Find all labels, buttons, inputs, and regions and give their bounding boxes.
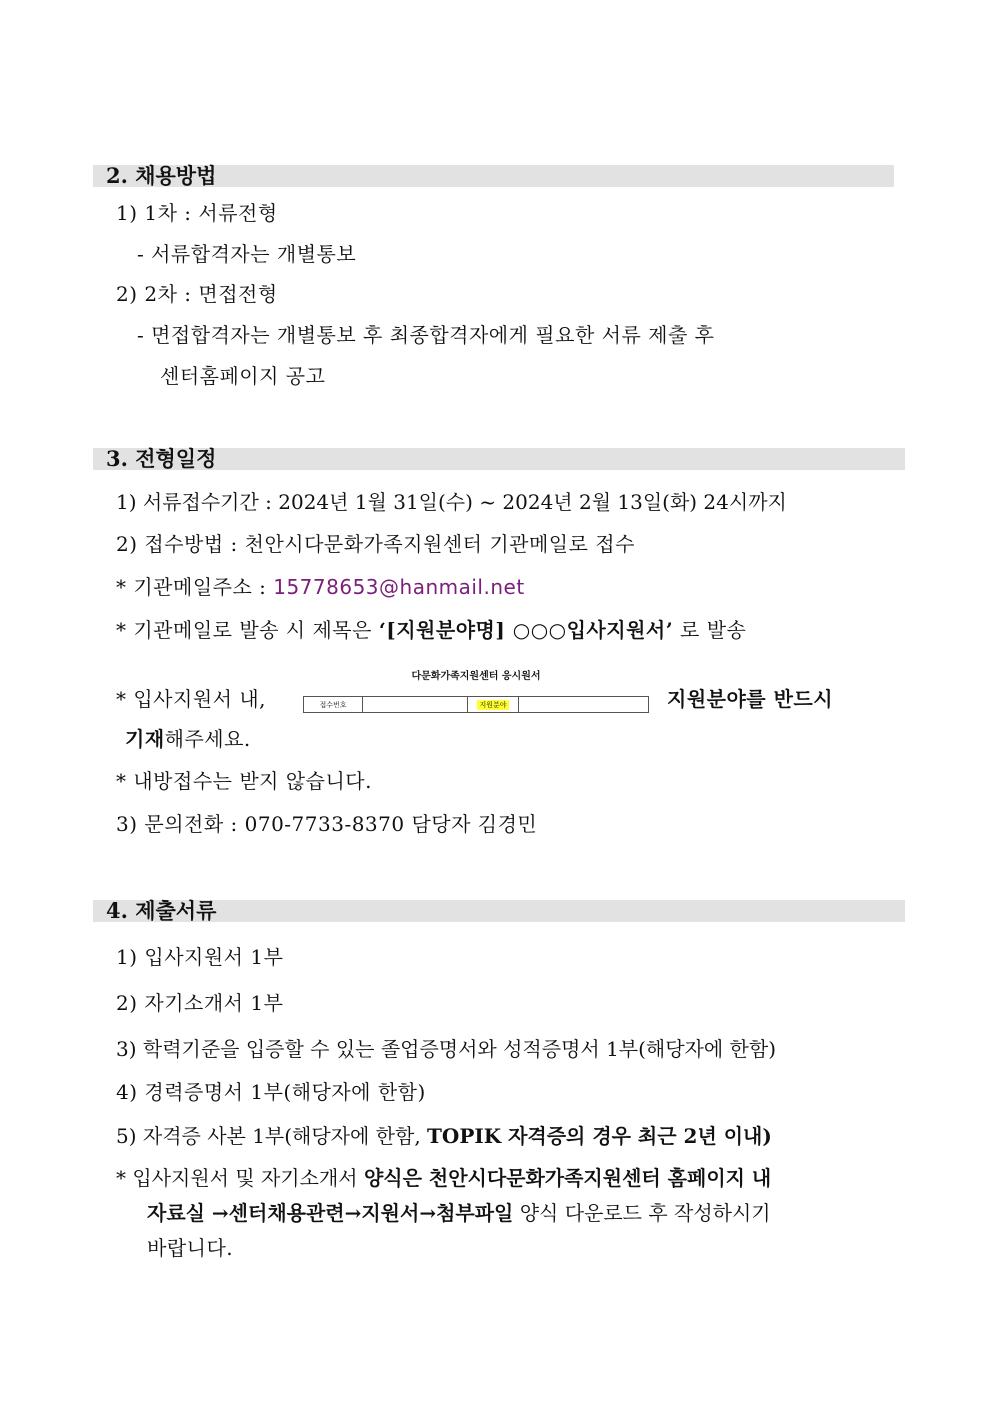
mail-prefix: * 기관메일주소 :	[116, 575, 274, 599]
note-bold-1: 양식은 천안시다문화가족지원센터 홈페이지 내	[363, 1166, 772, 1190]
form-sample-row	[303, 696, 649, 713]
section-3-subject-line	[116, 617, 746, 643]
section-4-line-3: 3) 학력기준을 입증할 수 있는 졸업증명서와 성적증명서 1부(해당자에 한함)	[116, 1037, 776, 1061]
section-3-phone-line: 3) 문의전화 : 070-7733-8370 담당자 김경민	[116, 812, 538, 836]
form-note-continued	[125, 726, 251, 752]
section-4-line-2: 2) 자기소개서 1부	[116, 991, 284, 1015]
email-address[interactable]: 15778653@hanmail.net	[273, 575, 525, 599]
subject-prefix: * 기관메일로 발송 시 제목은	[116, 618, 379, 642]
application-form-sample	[303, 668, 649, 714]
subject-format: ‘[지원분야명] ○○○입사지원서’	[378, 618, 674, 642]
section-4-note-line-1	[116, 1165, 771, 1191]
line-5-prefix: 5) 자격증 사본 1부(해당자에 한함,	[116, 1124, 428, 1148]
form-sample-title: 다문화가족지원센터 응시원서	[411, 671, 541, 682]
section-2-title: 2. 채용방법	[106, 163, 217, 188]
section-4-note-line-2	[147, 1200, 771, 1226]
section-2-line-5: 센터홈페이지 공고	[160, 364, 326, 388]
note-bold-2: 자료실 →센터채용관련→지원서→첨부파일	[147, 1201, 514, 1225]
section-2-line-1: 1) 1차 : 서류전형	[116, 201, 278, 225]
section-3-title: 3. 전형일정	[106, 446, 217, 471]
form-note-prefix: * 입사지원서 내,	[116, 687, 266, 711]
note-suffix: 양식 다운로드 후 작성하시기	[513, 1201, 771, 1225]
form-cell-blank-1	[363, 697, 468, 712]
section-2-line-3: 2) 2차 : 면접전형	[116, 282, 278, 306]
form-cell-receipt-no: 접수번호	[304, 697, 363, 712]
form-note-bold: 지원분야를 반드시	[667, 687, 834, 711]
section-3-visit-line: * 내방접수는 받지 않습니다.	[116, 769, 372, 793]
section-3-mail-line	[116, 574, 525, 600]
form-cell-blank-2	[519, 697, 648, 712]
section-2-line-2: - 서류합격자는 개별통보	[137, 242, 357, 266]
form-cell-field-label: 지원분야	[479, 700, 507, 709]
section-4-line-4: 4) 경력증명서 1부(해당자에 한함)	[116, 1080, 426, 1104]
section-4-line-5	[116, 1123, 772, 1149]
subject-suffix: 로 발송	[673, 618, 747, 642]
form-cell-field	[468, 697, 519, 712]
section-4-line-1: 1) 입사지원서 1부	[116, 945, 284, 969]
form-note-cont-bold: 기재	[125, 727, 165, 751]
note-prefix: * 입사지원서 및 자기소개서	[116, 1166, 364, 1190]
section-3-line-1: 1) 서류접수기간 : 2024년 1월 31일(수) ~ 2024년 2월 13일(화) 24시까지	[116, 490, 787, 514]
section-2-line-4: - 면접합격자는 개별통보 후 최종합격자에게 필요한 서류 제출 후	[137, 323, 715, 347]
line-5-topik: TOPIK 자격증의 경우 최근 2년 이내)	[427, 1124, 772, 1148]
section-4-note-line-3: 바랍니다.	[147, 1236, 234, 1260]
section-3-line-2: 2) 접수방법 : 천안시다문화가족지원센터 기관메일로 접수	[116, 532, 635, 556]
form-note-cont: 해주세요.	[164, 727, 251, 751]
section-4-title: 4. 제출서류	[106, 898, 217, 923]
